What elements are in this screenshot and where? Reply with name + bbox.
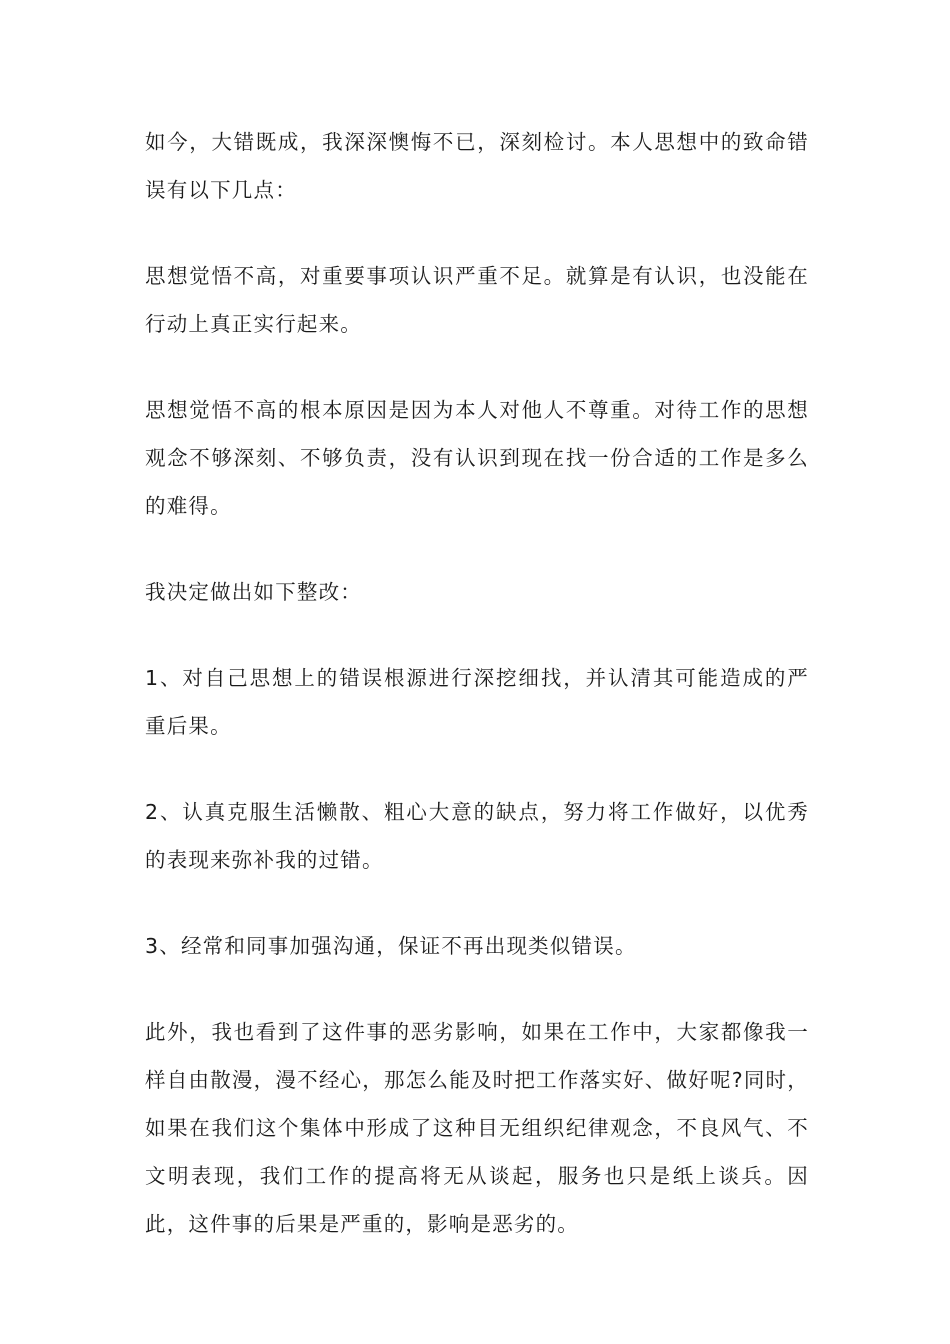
- paragraph-root-cause: 思想觉悟不高的根本原因是因为本人对他人不尊重。对待工作的思想观念不够深刻、不够负责，没有认识到现在找一份合适的工作是多么的难得。: [145, 398, 809, 518]
- paragraph-item-3: 3、经常和同事加强沟通，保证不再出现类似错误。: [145, 934, 637, 958]
- document-body: [145, 118, 809, 1286]
- paragraph-awareness: 思想觉悟不高，对重要事项认识严重不足。就算是有认识，也没能在行动上真正实行起来。: [145, 264, 809, 336]
- paragraph-item-2: 2、认真克服生活懒散、粗心大意的缺点，努力将工作做好，以优秀的表现来弥补我的过错。: [145, 800, 809, 872]
- paragraph-consequences: 此外，我也看到了这件事的恶劣影响，如果在工作中，大家都像我一样自由散漫，漫不经心，那怎么能及时把工作落实好、做好呢?同时，如果在我们这个集体中形成了这种目无组织纪律观念，不良风气、不文明表现，我们工作的提高将无从谈起，服务也只是纸上谈兵。因此，这件事的后果是严重的，影响是恶劣的。: [145, 1020, 809, 1236]
- paragraph-intro: 如今，大错既成，我深深懊悔不已，深刻检讨。本人思想中的致命错误有以下几点：: [145, 130, 809, 202]
- paragraph-item-1: 1、对自己思想上的错误根源进行深挖细找，并认清其可能造成的严重后果。: [145, 666, 809, 738]
- paragraph-rectification-heading: 我决定做出如下整改：: [145, 580, 362, 604]
